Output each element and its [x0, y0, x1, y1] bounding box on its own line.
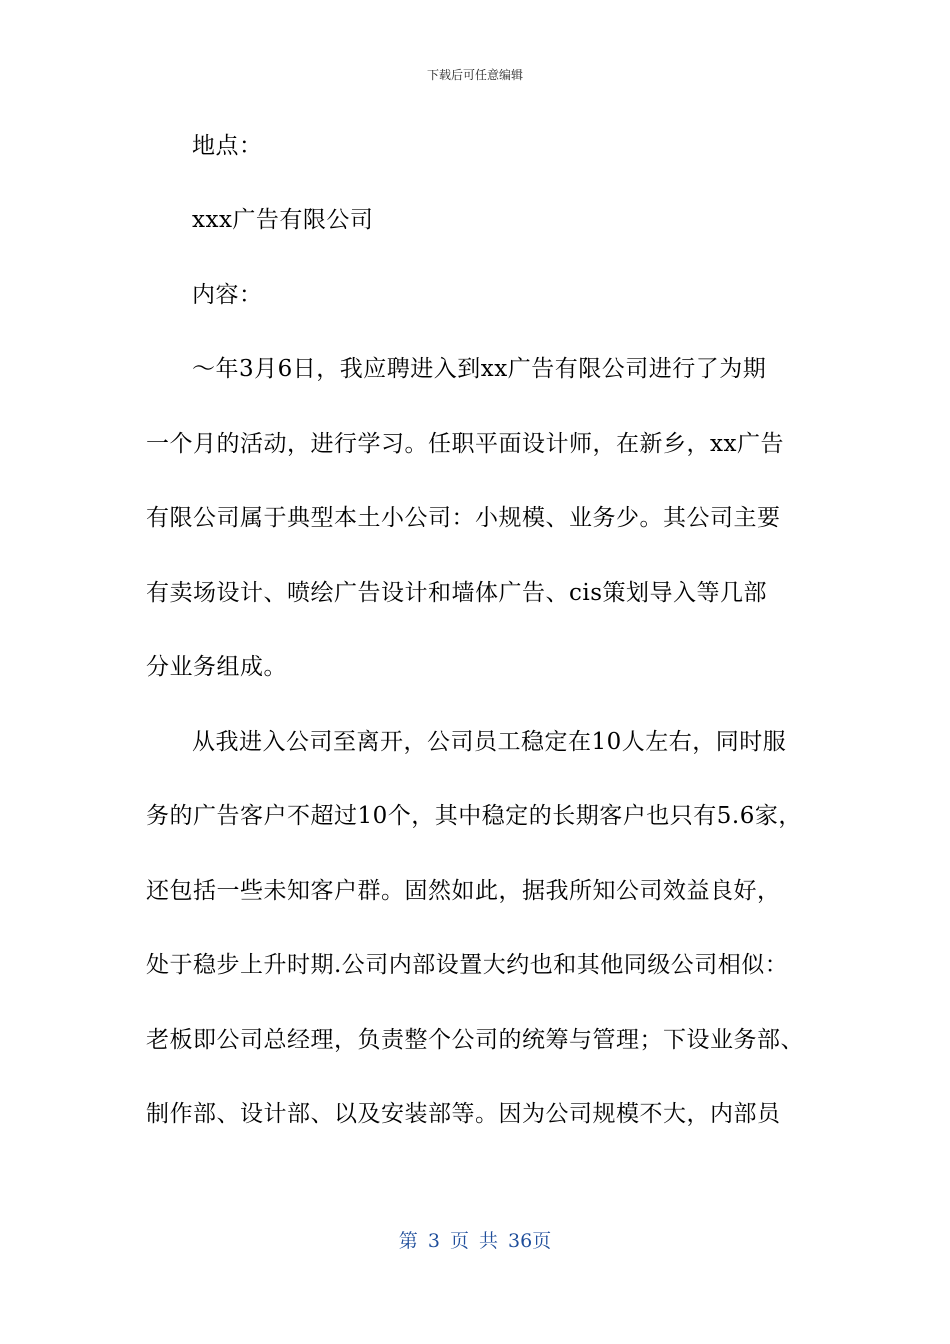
page-number-footer: 第 3 页 共 36页	[398, 1230, 552, 1252]
text-line: 有卖场设计、喷绘广告设计和墙体广告、cis策划导入等几部	[146, 580, 768, 606]
text-line: ～年3月6日，我应聘进入到xx广告有限公司进行了为期	[192, 356, 767, 382]
header-note: 下载后可任意编辑	[426, 68, 523, 82]
text-line: 务的广告客户不超过10个，其中稳定的长期客户也只有5.6家，	[146, 803, 802, 829]
text-line-company: xxx广告有限公司	[192, 207, 374, 233]
text-line: 一个月的活动，进行学习。任职平面设计师，在新乡，xx广告	[146, 431, 784, 457]
text-line-content-label: 内容：	[192, 282, 263, 308]
text-line: 处于稳步上升时期.公司内部设置大约也和其他同级公司相似：	[146, 952, 789, 978]
text-line-location-label: 地点：	[192, 133, 263, 159]
text-line: 有限公司属于典型本土小公司：小规模、业务少。其公司主要	[146, 505, 781, 531]
text-line: 制作部、设计部、以及安装部等。因为公司规模不大，内部员	[146, 1101, 781, 1127]
text-line: 还包括一些未知客户群。固然如此，据我所知公司效益良好，	[146, 878, 781, 904]
text-line: 从我进入公司至离开，公司员工稳定在10人左右，同时服	[192, 729, 787, 755]
text-line: 老板即公司总经理，负责整个公司的统筹与管理；下设业务部、	[146, 1027, 804, 1053]
text-line: 分业务组成。	[146, 654, 287, 680]
